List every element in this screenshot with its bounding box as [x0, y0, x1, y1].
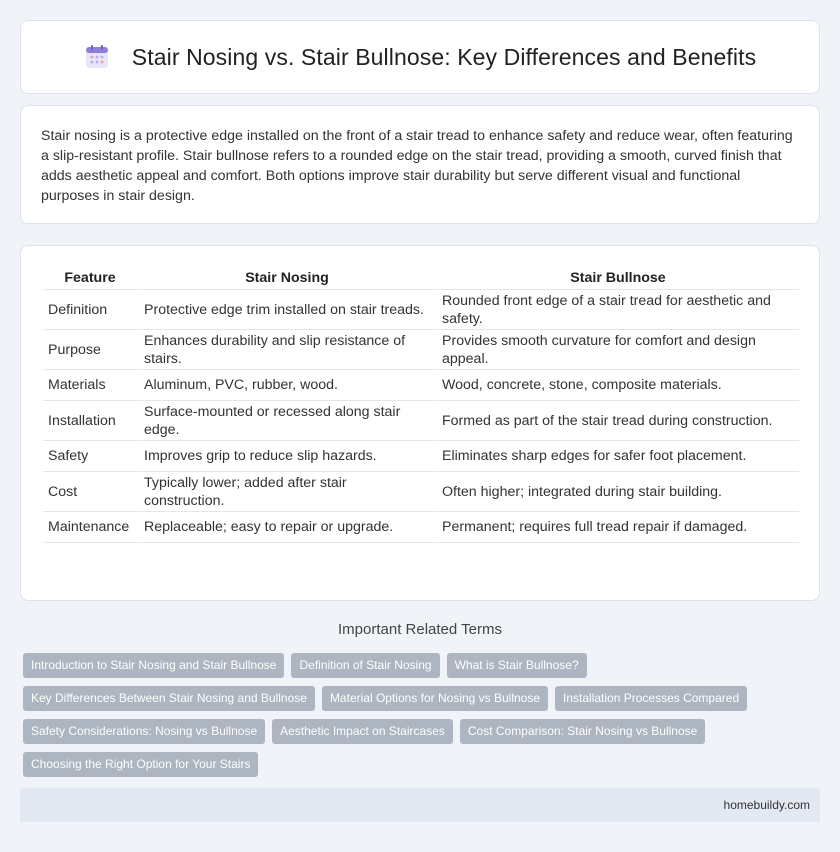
related-term-tag[interactable]: Aesthetic Impact on Staircases [272, 719, 453, 744]
row-bullnose: Formed as part of the stair tread during construction. [435, 401, 799, 441]
footer [20, 788, 820, 822]
table-row [43, 401, 799, 441]
header-stair-bullnose: Stair Bullnose [435, 266, 799, 290]
table-row [43, 512, 799, 543]
related-term-tag[interactable]: Material Options for Nosing vs Bullnose [322, 686, 548, 711]
header-stair-nosing: Stair Nosing [137, 266, 435, 290]
table-row [43, 370, 799, 401]
title-card [20, 20, 820, 94]
row-bullnose: Rounded front edge of a stair tread for aesthetic and safety. [435, 290, 799, 330]
row-nosing: Typically lower; added after stair construction. [137, 472, 435, 512]
related-term-tag[interactable]: Cost Comparison: Stair Nosing vs Bullnose [460, 719, 705, 744]
related-term-tag[interactable]: Safety Considerations: Nosing vs Bullnose [23, 719, 265, 744]
row-feature: Maintenance [43, 512, 137, 543]
row-bullnose: Permanent; requires full tread repair if damaged. [435, 512, 799, 543]
related-term-tag[interactable]: Installation Processes Compared [555, 686, 747, 711]
row-nosing: Surface-mounted or recessed along stair edge. [137, 401, 435, 441]
footer-site-link[interactable]: homebuildy.com [723, 798, 810, 812]
row-feature: Safety [43, 441, 137, 472]
related-term-tag[interactable]: Introduction to Stair Nosing and Stair Bullnose [23, 653, 284, 678]
table-row [43, 472, 799, 512]
intro-card [20, 105, 820, 224]
row-feature: Purpose [43, 330, 137, 370]
row-nosing: Enhances durability and slip resistance of stairs. [137, 330, 435, 370]
page-title: Stair Nosing vs. Stair Bullnose: Key Differences and Benefits [131, 43, 757, 70]
row-nosing: Aluminum, PVC, rubber, wood. [137, 370, 435, 401]
calendar-icon [84, 44, 110, 70]
header-feature: Feature [43, 266, 137, 290]
table-row [43, 290, 799, 330]
related-term-tag[interactable]: What is Stair Bullnose? [447, 653, 587, 678]
table-row [43, 330, 799, 370]
row-nosing: Protective edge trim installed on stair treads. [137, 290, 435, 330]
related-terms-heading: Important Related Terms [338, 621, 502, 638]
row-feature: Definition [43, 290, 137, 330]
row-nosing: Replaceable; easy to repair or upgrade. [137, 512, 435, 543]
related-term-tag[interactable]: Key Differences Between Stair Nosing and Bullnose [23, 686, 315, 711]
row-bullnose: Often higher; integrated during stair building. [435, 472, 799, 512]
row-nosing: Improves grip to reduce slip hazards. [137, 441, 435, 472]
row-bullnose: Provides smooth curvature for comfort and design appeal. [435, 330, 799, 370]
row-bullnose: Wood, concrete, stone, composite materials. [435, 370, 799, 401]
table-row [43, 441, 799, 472]
row-feature: Installation [43, 401, 137, 441]
related-term-tag[interactable]: Choosing the Right Option for Your Stairs [23, 752, 258, 777]
row-feature: Cost [43, 472, 137, 512]
row-feature: Materials [43, 370, 137, 401]
intro-text: Stair nosing is a protective edge installed on the front of a stair tread to enhance safety and reduce wear, often featuring a slip-resistant profile. Stair bullnose refers to a rounded edge on the stair tread, providing a smooth, curved finish that adds aesthetic appeal and comfort. Both options improve stair durability but serve different visual and functional purposes in stair design. [41, 128, 793, 204]
related-term-tag[interactable]: Definition of Stair Nosing [291, 653, 439, 678]
row-bullnose: Eliminates sharp edges for safer foot placement. [435, 441, 799, 472]
comparison-table-card [20, 245, 820, 601]
related-terms-list [23, 653, 803, 777]
comparison-table [43, 266, 799, 543]
table-header-row [43, 266, 799, 290]
